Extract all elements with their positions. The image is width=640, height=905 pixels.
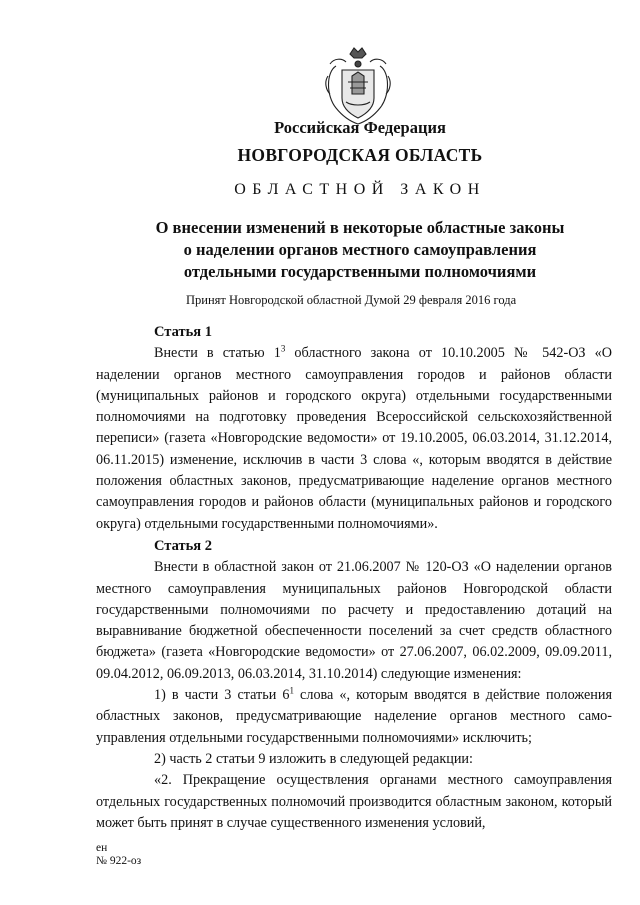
article-2	[96, 536, 612, 834]
quoted-text: «2. Прекращение осуществления органами местного самоуправления отдельных государственных полномочий производится областным законом, который может быть принят в случае существенного изменения условий,	[96, 772, 612, 831]
footer-initials: ен	[96, 842, 108, 854]
law-title-line: о наделении органов местного самоуправления	[183, 240, 537, 259]
amendment-item: 2) часть 2 статьи 9 изложить в следующей редакции:	[154, 750, 473, 767]
article-paragraph: Внести в областной закон от 21.06.2007 № 120-ОЗ «О наделении органов местного самоуправления муниципальных районов Новгородской области государственными полномочиями по расчету и предоставлению дотаций на выравнивание бюджетной обеспеченности поселений за счет средств областного бюджета» (газета «Новгородские ведомости» от 27.06.2007, 06.02.2009, 09.09.2011, 09.04.2012, 06.09.2013, 06.03.2014, 31.10.2014) следующие изменения:	[96, 559, 612, 682]
article-paragraph: Внести в статью $1^3$ областного закона от 10.10.2005 № 542-ОЗ «О наделении органов местного самоуправления городов и районов области (муниципальных районов и городского округа) отдельными государственными полномочиями на подготовку проведения Всероссийской сельскохозяйственной переписи» (газета «Новгородские ведомости» от 19.10.2005, 06.03.2014, 31.12.2014, 06.11.2015) изменение, исключив в части 3 слова «, которым вводятся в действие положения областных законов, предусматривающие наделение органов местного самоуправления городов и районов области (муниципальных районов и городского округа) отдельными государственными полномочиями».	[96, 343, 612, 532]
region-name: НОВГОРОДСКАЯ ОБЛАСТЬ	[237, 145, 483, 165]
law-title-line: отдельными государственными полномочиями	[183, 262, 537, 281]
adoption-note: Принят Новгородской областной Думой 29 февраля 2016 года	[186, 293, 517, 307]
article-1	[96, 322, 612, 535]
article-heading: Статья 2	[154, 538, 212, 554]
coat-of-arms-emblem	[322, 46, 394, 126]
country-name: Российская Федерация	[274, 118, 446, 137]
document-footer	[96, 842, 141, 868]
article-heading: Статья 1	[154, 324, 212, 340]
footer-number: № 922-оз	[96, 855, 142, 867]
amendment-item: 1) в части 3 статьи $6^1$ слова «, которым вводятся в действие положения областных законов, предусматривающие наделение органов местного самоуправления отдельными государственными полномочиями» исключить;	[96, 685, 612, 746]
law-title-line: О внесении изменений в некоторые областные законы	[155, 218, 565, 237]
law-type: ОБЛАСТНОЙ ЗАКОН	[234, 181, 486, 198]
law-title	[0, 217, 640, 283]
